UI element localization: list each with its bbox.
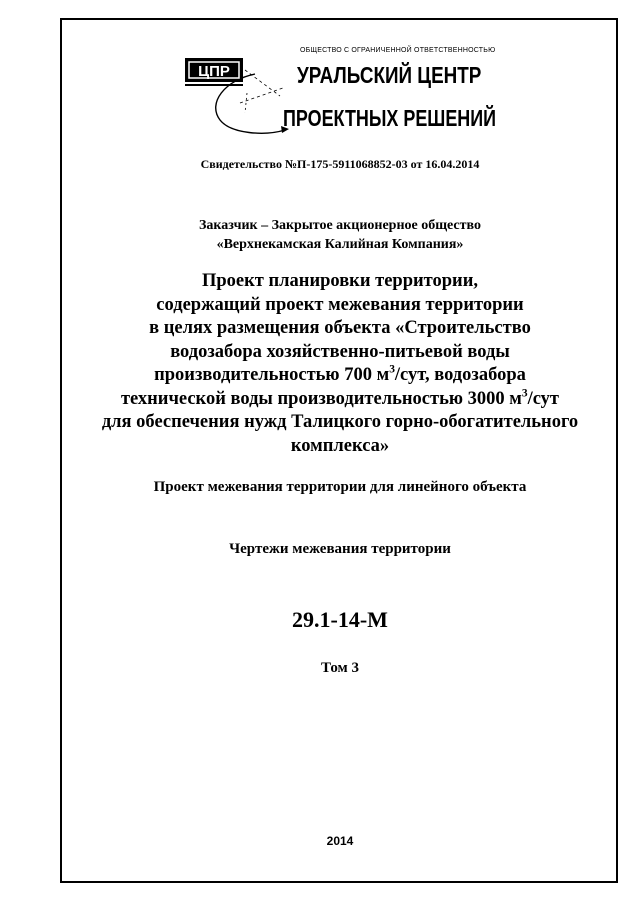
customer-line1: Заказчик – Закрытое акционерное общество xyxy=(198,218,481,233)
title-line6 xyxy=(60,388,620,412)
logo-emblem-text: ЦПР xyxy=(198,63,230,80)
title-line5-a: производительностью 700 м xyxy=(154,365,390,385)
company-name-line1: УРАЛЬСКИЙ ЦЕНТР xyxy=(297,62,482,88)
title-line8: комплекса» xyxy=(290,435,390,456)
title-line6-sup: 3 xyxy=(521,387,528,400)
drawings-label: Чертежи межевания территории xyxy=(229,541,451,557)
document-code: 29.1-14-М xyxy=(292,607,388,632)
year-label: 2014 xyxy=(326,834,354,848)
volume-label: Том 3 xyxy=(320,660,359,676)
company-name-line2: ПРОЕКТНЫХ РЕШЕНИЙ xyxy=(283,105,497,131)
org-type-label: ОБЩЕСТВО С ОГРАНИЧЕННОЙ ОТВЕТСТВЕННОСТЬЮ xyxy=(300,47,496,54)
title-line6-b: /сут xyxy=(527,388,560,409)
title-line2: содержащий проект межевания территории xyxy=(156,294,524,315)
title-line7: для обеспечения нужд Талицкого горно-обогатительного xyxy=(101,412,579,432)
title-line5-sup: 3 xyxy=(389,363,395,376)
project-title xyxy=(60,270,620,458)
title-line5 xyxy=(60,364,620,388)
title-line6-a: технической воды производительностью 3000 м xyxy=(120,388,522,409)
title-line3: в целях размещения объекта «Строительство xyxy=(149,318,531,338)
subtitle: Проект межевания территории для линейного объекта xyxy=(153,479,527,495)
certificate-line: Свидетельство №П-175-5911068852-03 от 16.04.2014 xyxy=(200,157,480,171)
title-line1: Проект планировки территории, xyxy=(202,271,478,291)
title-line4: водозабора хозяйственно-питьевой воды xyxy=(170,341,510,362)
customer-line2: «Верхнекамская Калийная Компания» xyxy=(216,237,464,252)
customer-block xyxy=(60,216,620,254)
title-line5-b: /сут, водозабора xyxy=(394,365,526,385)
